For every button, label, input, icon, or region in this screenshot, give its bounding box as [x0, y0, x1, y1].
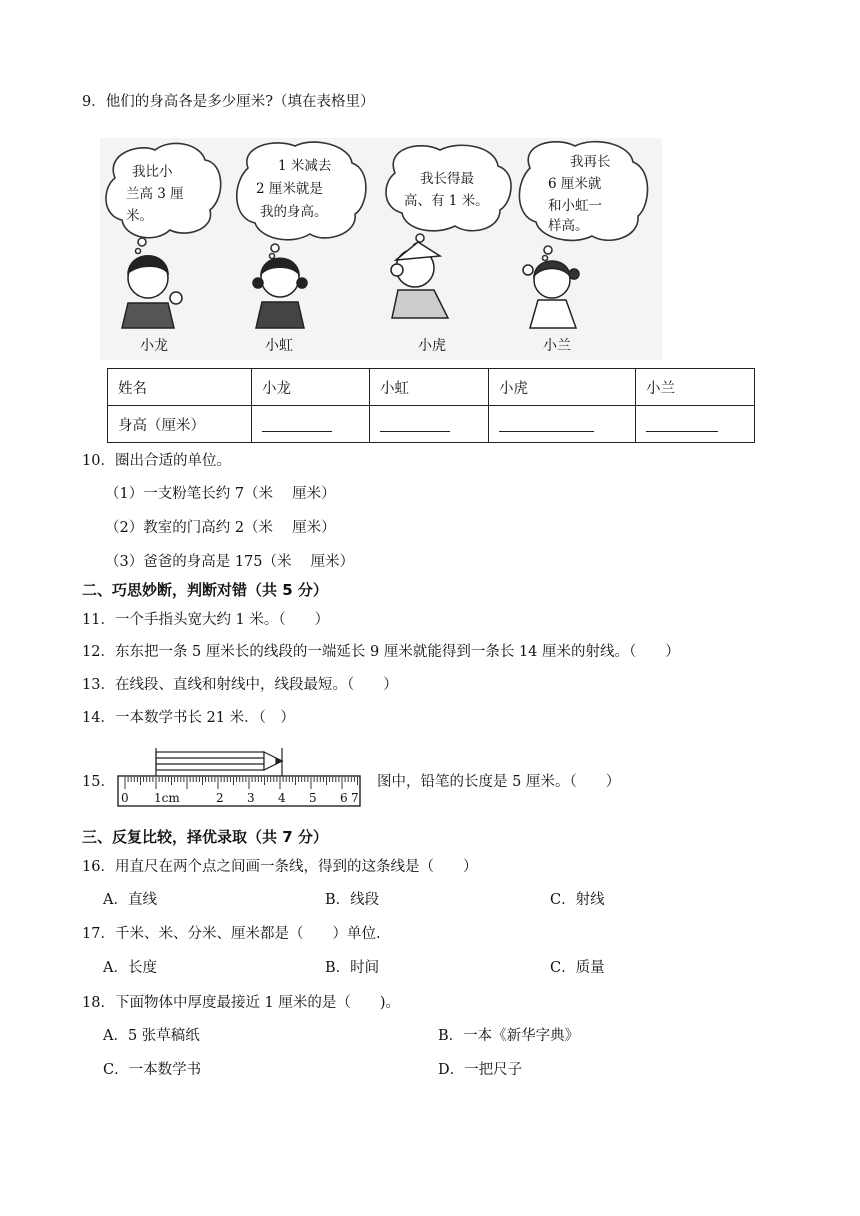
question-17-option-a[interactable]: A．长度 [103, 960, 157, 976]
question-11: 11．一个手指头宽大约 1 米。（ ） [82, 612, 330, 628]
question-15-number: 15． [82, 774, 115, 790]
ruler-label-6: 6 [340, 791, 348, 805]
bubble-xiaolan-line1: 我再长 [570, 154, 611, 170]
bubble-xiaolong-line1: 我比小 [132, 164, 173, 180]
bubble-xiaolan-line3: 和小虹一 [548, 198, 602, 214]
table-header-name: 姓名 [108, 369, 252, 406]
table-header-height: 身高（厘米） [108, 406, 252, 443]
question-14: 14．一本数学书长 21 米．（ ） [82, 710, 295, 726]
question-18-option-b[interactable]: B．一本《新华字典》 [438, 1028, 580, 1044]
character-label-xiaohong: 小虹 [265, 338, 293, 354]
question-17-option-c[interactable]: C．质量 [550, 960, 605, 976]
ruler-label-7: 7 [351, 791, 359, 805]
bubble-xiaolong-line3: 米。 [126, 208, 153, 224]
ruler-pencil-figure [116, 748, 362, 808]
character-label-xiaohu: 小虎 [418, 338, 446, 354]
table-row-heights [108, 406, 755, 443]
answer-blank-xiaolan[interactable] [636, 406, 755, 443]
ruler-label-3: 3 [247, 791, 255, 805]
table-cell-xiaohu: 小虎 [489, 369, 636, 406]
ruler-label-4: 4 [278, 791, 286, 805]
question-16: 16．用直尺在两个点之间画一条线，得到的这条线是（ ） [82, 859, 478, 875]
ruler-label-2: 2 [216, 791, 224, 805]
bubble-xiaolan-line2: 6 厘米就 [548, 176, 602, 192]
question-10-item-1: （1）一支粉笔长约 7（米 厘米） [105, 486, 336, 502]
bubble-xiaohong-line2: 2 厘米就是 [256, 181, 323, 197]
answer-blank-xiaohu[interactable] [489, 406, 636, 443]
answer-blank-xiaolong[interactable] [252, 406, 370, 443]
answer-blank-xiaohong[interactable] [370, 406, 489, 443]
height-cartoon-illustration [100, 138, 662, 360]
ruler-label-1: 1cm [154, 791, 180, 805]
question-9-title: 9．他们的身高各是多少厘米?（填在表格里） [82, 94, 375, 110]
question-12: 12．东东把一条 5 厘米长的线段的一端延长 9 厘米就能得到一条长 14 厘米的射线。（ ） [82, 644, 680, 660]
question-16-option-c[interactable]: C．射线 [550, 892, 605, 908]
character-label-xiaolong: 小龙 [140, 338, 168, 354]
question-10-item-3: （3）爸爸的身高是 175（米 厘米） [105, 554, 355, 570]
bubble-xiaolong-line2: 兰高 3 厘 [126, 186, 184, 202]
question-10-title: 10．圈出合适的单位。 [82, 453, 231, 469]
question-17-option-b[interactable]: B．时间 [325, 960, 380, 976]
character-label-xiaolan: 小兰 [543, 338, 571, 354]
ruler-label-5: 5 [309, 791, 317, 805]
bubble-xiaolan-line4: 样高。 [548, 218, 589, 234]
table-row-names [108, 369, 755, 406]
table-cell-xiaohong: 小虹 [370, 369, 489, 406]
question-17: 17．千米、米、分米、厘米都是（ ）单位. [82, 926, 381, 942]
section-2-heading: 二、巧思妙断，判断对错（共 5 分） [82, 581, 328, 599]
ruler-label-0: 0 [121, 791, 129, 805]
question-18-option-d[interactable]: D．一把尺子 [438, 1062, 523, 1078]
table-cell-xiaolan: 小兰 [636, 369, 755, 406]
question-16-option-b[interactable]: B．线段 [325, 892, 380, 908]
bubble-xiaohong-line1: 1 米减去 [278, 158, 332, 174]
bubble-xiaohong-line3: 我的身高。 [260, 204, 328, 220]
height-table [107, 368, 755, 443]
bubble-xiaohu-line1: 我长得最 [420, 171, 474, 187]
question-16-option-a[interactable]: A．直线 [103, 892, 157, 908]
question-13: 13．在线段、直线和射线中，线段最短。（ ） [82, 677, 398, 693]
question-18-option-c[interactable]: C．一本数学书 [103, 1062, 202, 1078]
table-cell-xiaolong: 小龙 [252, 369, 370, 406]
bubble-xiaohu-line2: 高、有 1 米。 [404, 193, 489, 209]
question-18: 18．下面物体中厚度最接近 1 厘米的是（ )。 [82, 995, 401, 1011]
question-10-item-2: （2）教室的门高约 2（米 厘米） [105, 520, 336, 536]
section-3-heading: 三、反复比较，择优录取（共 7 分） [82, 828, 328, 846]
question-15-text: 图中，铅笔的长度是 5 厘米。（ ） [377, 774, 621, 790]
question-18-option-a[interactable]: A．5 张草稿纸 [103, 1028, 200, 1044]
